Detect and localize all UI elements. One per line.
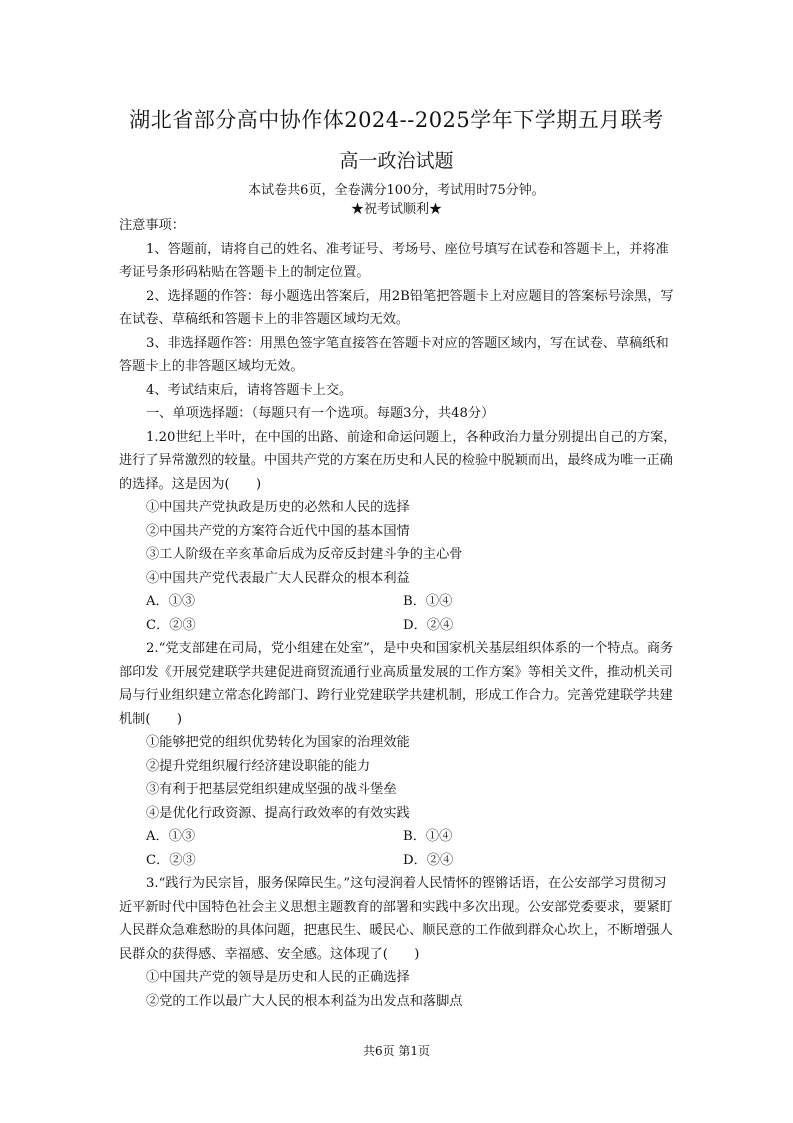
question-stem: 3.“践行为民宗旨，服务保障民生。”这句浸润着人民情怀的铿锵话语，在公安部学习贯彻习近平新时代中国特色社会主义思想主题教育的部署和实践中多次出现。公安部党委要求，要紧盯人民群众急难愁盼的具体问题，把惠民生、暖民心、顺民意的工作做到群众心坎上，不断增强人民群众的获得感、幸福感、安全感。这体现了( ) <box>119 876 673 962</box>
question-2 <box>119 637 679 872</box>
answer-choice-b: B．①④ <box>403 594 453 609</box>
answer-choice-b: B．①④ <box>403 829 453 844</box>
question-option: ③工人阶级在辛亥革命后成为反帝反封建斗争的主心骨 <box>146 547 463 562</box>
question-option: ②党的工作以最广大人民的根本利益为出发点和落脚点 <box>146 993 463 1009</box>
exam-content <box>119 214 679 1013</box>
note-item: 1、答题前，请将自己的姓名、准考证号、考场号、座位号填写在试卷和答题卡上，并将准考证号条形码粘贴在答题卡上的制定位置。 <box>119 241 669 280</box>
exam-title: 湖北省部分高中协作体2024--2025学年下学期五月联考 <box>129 108 664 132</box>
notes-heading: 注意事项： <box>119 218 185 233</box>
question-option: ④中国共产党代表最广大人民群众的根本利益 <box>146 570 410 586</box>
question-option: ②中国共产党的方案符合近代中国的基本国情 <box>146 523 410 539</box>
question-option: ①能够把党的组织优势转化为国家的治理效能 <box>146 735 410 750</box>
question-option: ①中国共产党的领导是历史和人民的正确选择 <box>146 970 410 985</box>
question-option: ④是优化行政资源、提高行政效率的有效实践 <box>146 805 410 821</box>
question-1 <box>119 426 679 638</box>
answer-choice-a: A．①③ <box>146 829 196 844</box>
exam-info: 本试卷共6页，全卷满分100分，考试用时75分钟。 <box>248 183 545 198</box>
answer-choices-row <box>119 590 679 614</box>
question-option: ③有利于把基层党组织建成坚强的战斗堡垒 <box>146 782 397 797</box>
note-item: 4、考试结束后，请将答题卡上交。 <box>146 382 353 398</box>
answer-choices-row <box>119 825 679 849</box>
answer-choice-d: D．②④ <box>403 617 454 633</box>
answer-choices-row <box>119 849 679 873</box>
answer-choice-d: D．②④ <box>403 852 454 868</box>
answer-choice-c: C．②③ <box>146 617 196 633</box>
question-3 <box>119 872 679 1013</box>
question-option: ①中国共产党执政是历史的必然和人民的选择 <box>146 500 410 515</box>
exam-wish: ★祝考试顺利★ <box>350 202 442 217</box>
question-stem: 1.20世纪上半叶，在中国的出路、前途和命运问题上，各种政治力量分别提出自己的方案，进行了异常激烈的较量。中国共产党的方案在历史和人民的检验中脱颖而出，最终成为唯一正确的选择。这是因为( ) <box>119 429 677 492</box>
question-option: ②提升党组织履行经济建设职能的能力 <box>146 758 371 774</box>
question-stem: 2.“党支部建在司局，党小组建在处室”，是中央和国家机关基层组织体系的一个特点。商务部印发《开展党建联学共建促进商贸流通行业高质量发展的工作方案》等相关文件，推动机关司局与行业组织建立常态化跨部门、跨行业党建联学共建机制，形成工作合力。完善党建联学共建机制( ) <box>119 641 674 727</box>
section-heading: 一、单项选择题：（每题只有一个选项。每题3分，共48分） <box>146 406 495 421</box>
page-footer: 共6页 第1页 <box>362 1044 431 1058</box>
exam-subtitle: 高一政治试题 <box>339 150 454 172</box>
note-item: 3、非选择题作答：用黑色签字笔直接答在答题卡对应的答题区域内，写在试卷、草稿纸和答题卡上的非答题区域均无效。 <box>119 335 669 374</box>
answer-choice-c: C．②③ <box>146 852 196 868</box>
answer-choices-row <box>119 614 679 638</box>
note-item: 2、选择题的作答：每小题选出答案后，用2B铅笔把答题卡上对应题目的答案标号涂黑，写在试卷、草稿纸和答题卡上的非答题区域均无效。 <box>119 288 674 327</box>
answer-choice-a: A．①③ <box>146 594 196 609</box>
